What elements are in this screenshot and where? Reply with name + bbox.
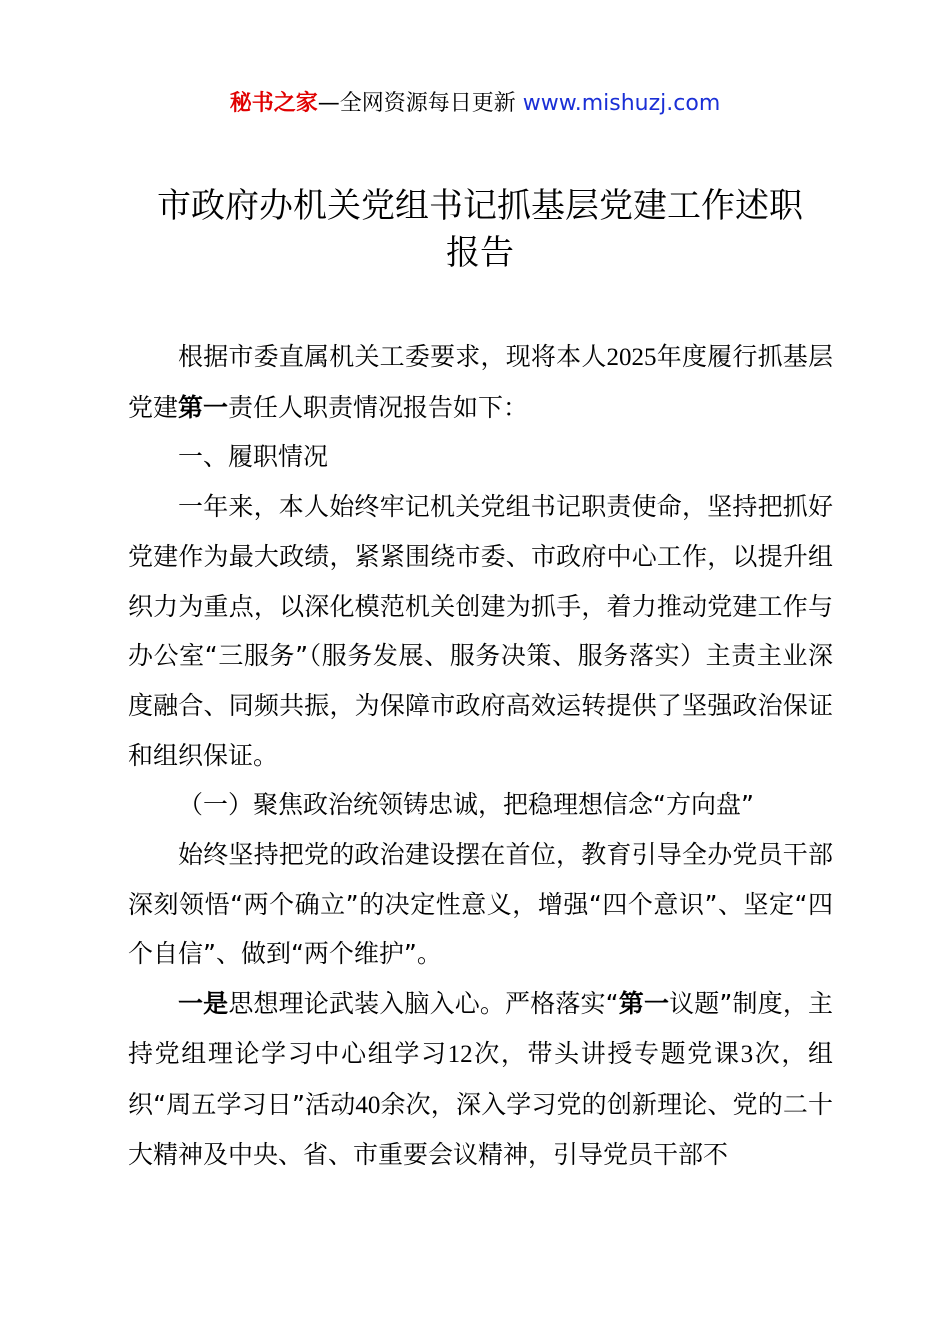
site-url[interactable]: www.mishuzj.com — [522, 91, 721, 116]
political-building-paragraph: 始终坚持把党的政治建设摆在首位，教育引导全办党员干部深刻领悟“两个确立”的决定性意义，增强“四个意识”、坚定“四个自信”、做到“两个维护”。 — [128, 840, 833, 969]
bold-text: 第一 — [618, 989, 670, 1019]
header-slogan: —全网资源每日更新 — [317, 91, 523, 116]
document-body — [128, 332, 833, 1180]
brand-name: 秘书之家 — [229, 91, 318, 116]
text-span: 年度履行抓基层党建 — [128, 342, 833, 422]
title-line-2: 报告 — [446, 233, 514, 273]
count-number: 3 — [740, 1040, 754, 1068]
intro-paragraph — [128, 332, 833, 432]
text-span: 思想理论武装入脑入心。严格落实“ — [228, 989, 619, 1019]
text-span: 次，带头讲授专题党课 — [472, 1038, 741, 1068]
text-span: 余次，深入学习党的创新理论、党的二十大精神及中央、省、市重要会议精神，引导党员干部不 — [128, 1089, 833, 1170]
bold-text: 一是 — [178, 989, 229, 1019]
performance-paragraph: 一年来，本人始终牢记机关党组书记职责使命，坚持把抓好党建作为最大政绩，紧紧围绕市委、市政府中心工作，以提升组织力为重点，以深化模范机关创建为抓手，着力推动党建工作与办公室“三服务”（服务发展、服务决策、服务落实）主责主业深度融合、同频共振，为保障市政府高效运转提供了坚强政治保证和组织保证。 — [128, 492, 833, 770]
document-title — [100, 183, 860, 277]
year-number: 2025 — [606, 344, 657, 371]
subsection-heading-1: （一）聚焦政治统领铸忠诚，把稳理想信念“方向盘” — [178, 790, 754, 820]
count-number: 12 — [447, 1040, 473, 1068]
title-line-1: 市政府办机关党组书记抓基层党建工作述职 — [157, 186, 803, 226]
bold-text: 第一 — [178, 392, 229, 422]
text-span: 责任人职责情况报告如下： — [228, 392, 529, 422]
count-number: 40 — [355, 1091, 381, 1119]
text-span: 根据市委直属机关工委要求，现将本人 — [178, 342, 607, 371]
text-span: 次，组织“周五学习日”活动 — [128, 1038, 833, 1119]
theory-study-paragraph — [128, 979, 833, 1180]
text-span: 议题”制度，主持党组理论学习中心组学习 — [128, 989, 833, 1068]
section-heading-1: 一、履职情况 — [178, 442, 329, 472]
site-header — [0, 88, 950, 120]
